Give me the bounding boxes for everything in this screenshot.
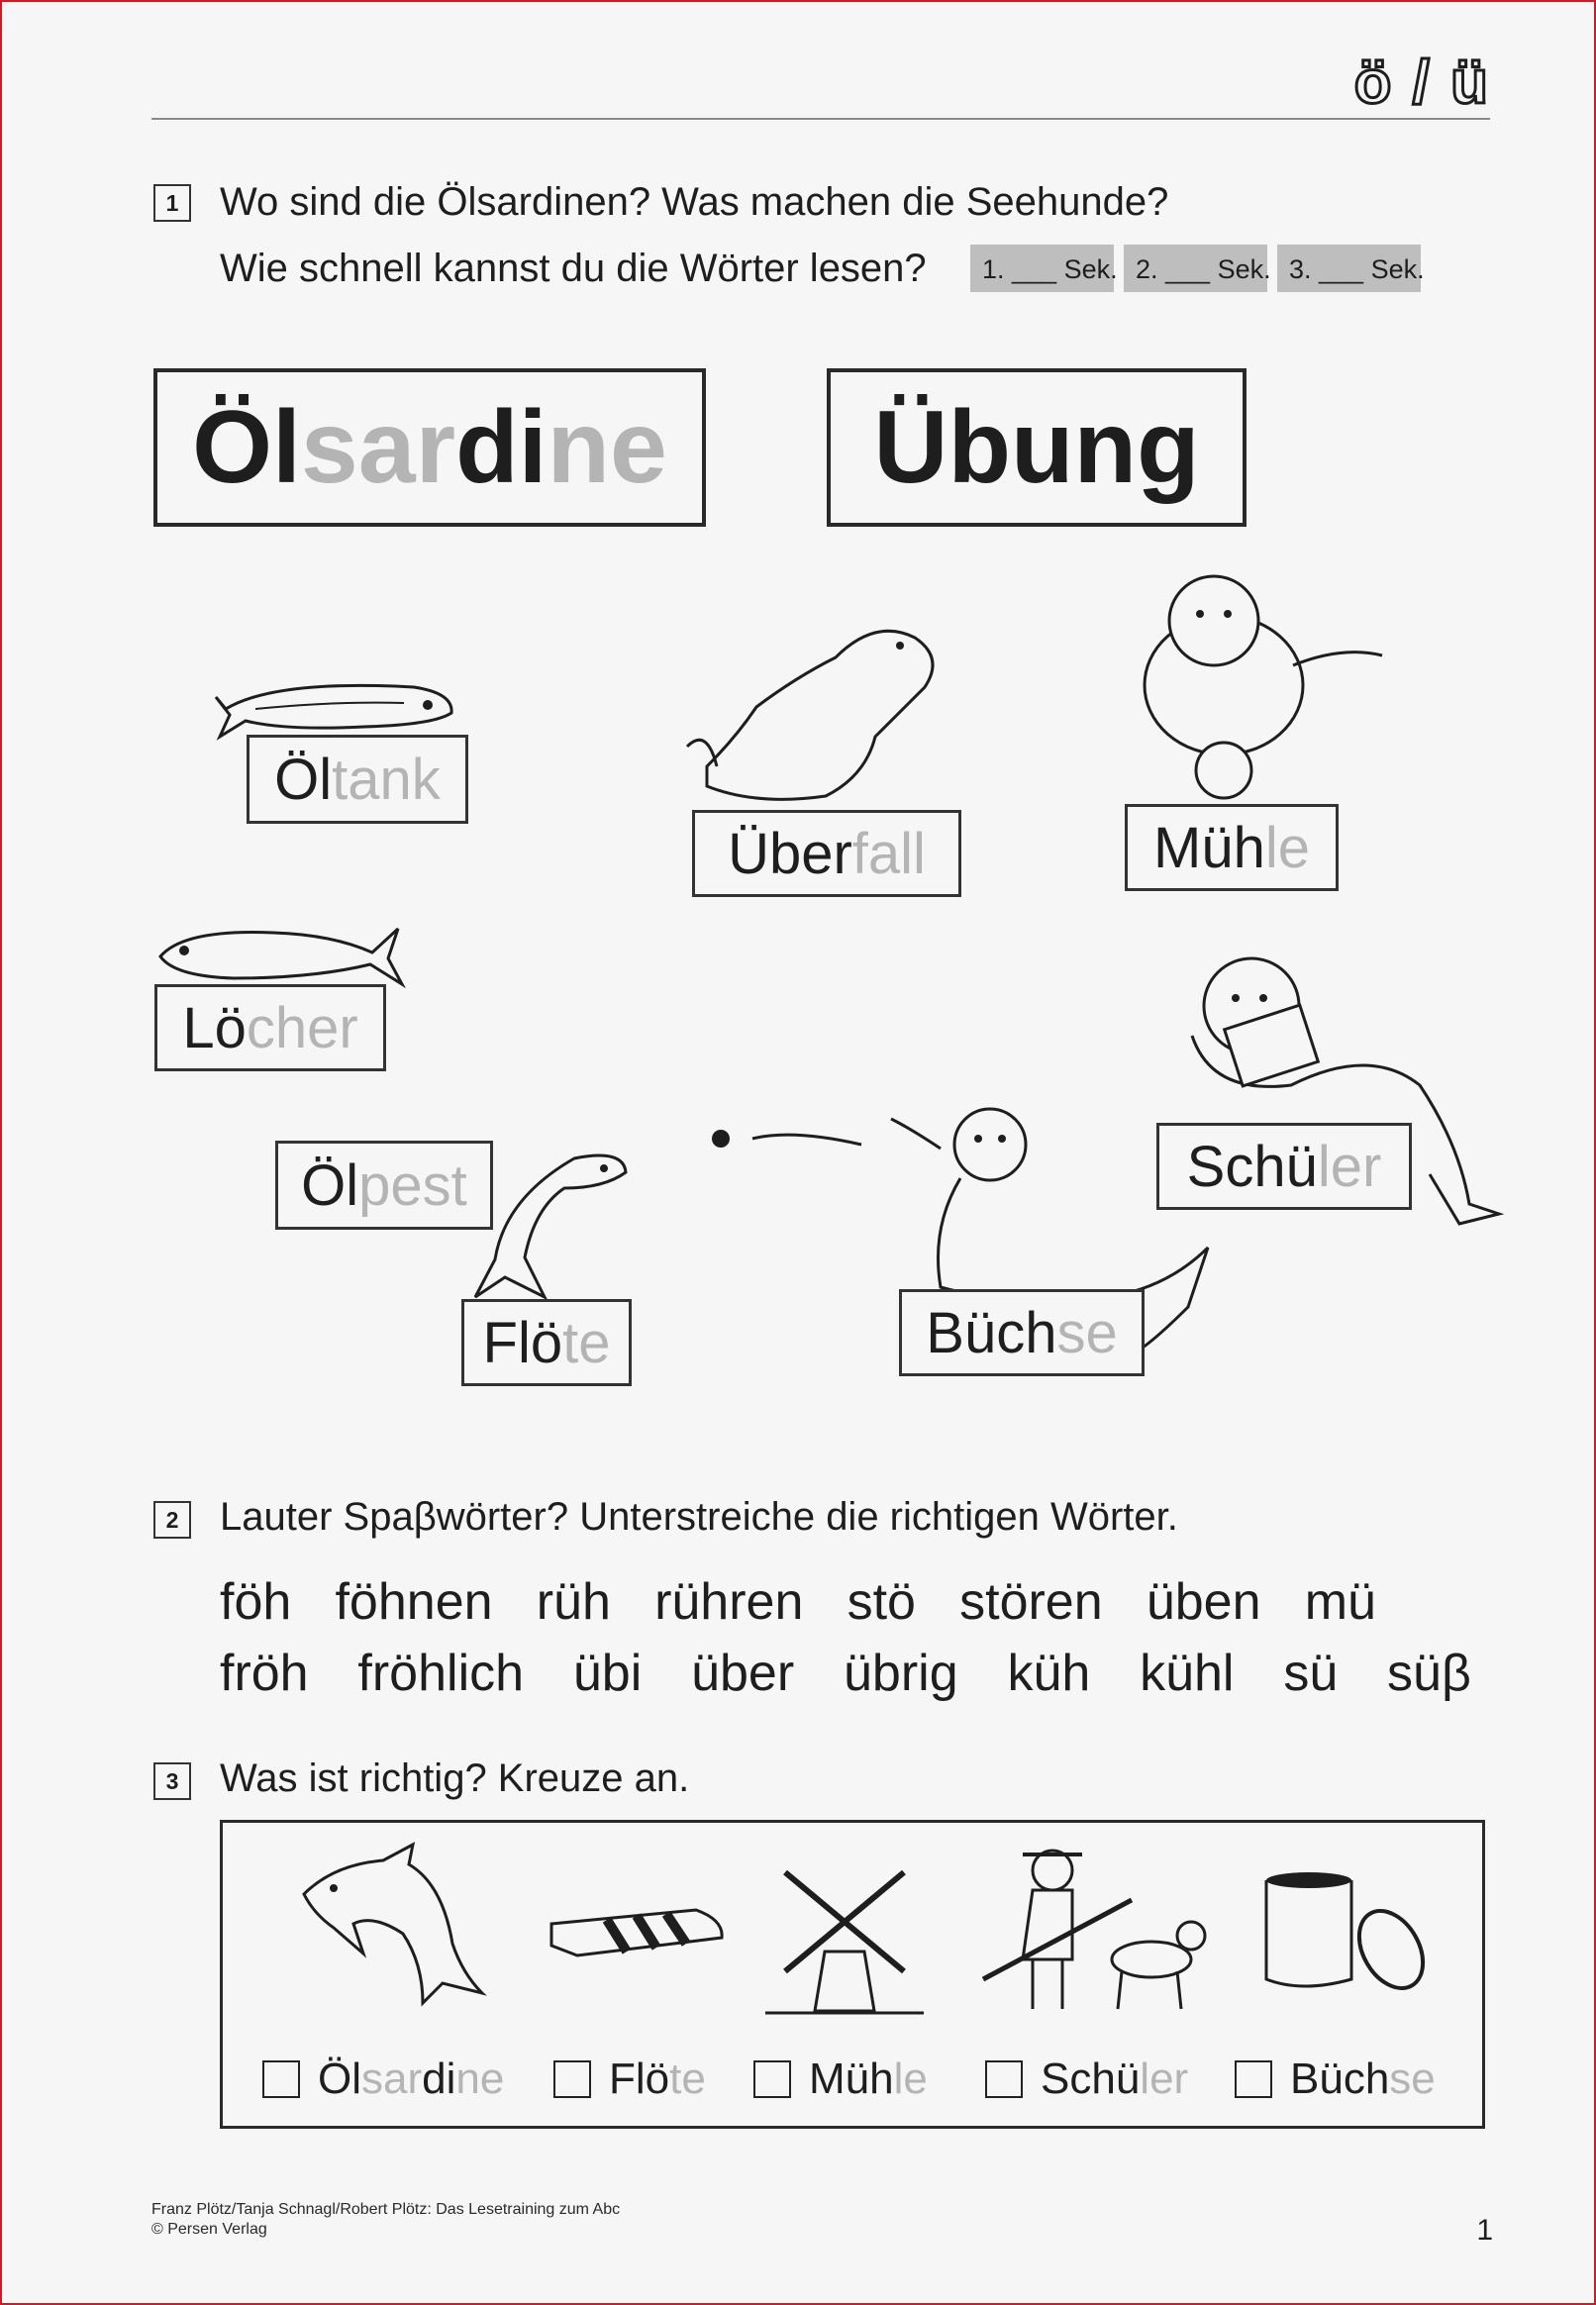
word-uberfall: [692, 810, 961, 897]
olsardine-part2: sar: [300, 389, 456, 505]
muhle-dark: Müh: [1153, 815, 1265, 880]
word-muhle: [1125, 804, 1339, 891]
word-schuler: [1156, 1123, 1412, 1210]
task3-instruction: Was ist richtig? Kreuze an.: [220, 1756, 690, 1800]
uberfall-dark: Über: [728, 821, 852, 886]
word-su[interactable]: sü: [1283, 1645, 1339, 1702]
opt-schuler-dark: Schü: [1041, 2054, 1141, 2103]
checkbox-muhle[interactable]: [753, 2060, 791, 2098]
choice-box: [220, 1820, 1485, 2129]
checkbox-flote[interactable]: [553, 2060, 591, 2098]
olpest-light: pest: [358, 1152, 467, 1218]
schuler-dark: Schü: [1186, 1134, 1318, 1199]
task3-number: 3: [153, 1762, 191, 1800]
option-muhle[interactable]: [753, 2054, 928, 2104]
word-uber[interactable]: über: [691, 1645, 795, 1702]
big-word-ubung: [827, 368, 1247, 527]
opt-muhle-light: le: [893, 2054, 928, 2103]
sardine-can-icon: [548, 1904, 726, 1963]
opt-buchse-light: se: [1389, 2054, 1436, 2103]
word-fohnen[interactable]: föhnen: [335, 1573, 493, 1631]
word-storen[interactable]: stören: [959, 1573, 1103, 1631]
opt-flote-light: te: [669, 2054, 706, 2103]
olsardine-part3: di: [455, 389, 548, 505]
muhle-light: le: [1264, 815, 1310, 880]
windmill-icon: [765, 1853, 924, 2021]
footer-authors: Franz Plötz/Tanja Schnagl/Robert Plötz: Das Lesetraining zum Abc: [151, 2201, 621, 2218]
word-ruh[interactable]: rüh: [536, 1573, 611, 1631]
word-kuh[interactable]: küh: [1007, 1645, 1091, 1702]
locher-light: cher: [246, 995, 358, 1060]
word-flote: [461, 1299, 632, 1386]
footer-publisher: © Persen Verlag: [151, 2221, 267, 2238]
checkbox-buchse[interactable]: [1235, 2060, 1272, 2098]
timer-row: [970, 245, 1425, 292]
option-olsardine[interactable]: [262, 2054, 504, 2104]
header-divider: [151, 118, 1490, 120]
opt-olsardine-p3: di: [422, 2054, 456, 2103]
opt-buchse-dark: Büch: [1290, 2054, 1390, 2103]
uberfall-light: fall: [851, 821, 926, 886]
buchse-light: se: [1056, 1300, 1118, 1365]
word-ruhren[interactable]: rühren: [654, 1573, 804, 1631]
opt-muhle-dark: Müh: [809, 2054, 894, 2103]
word-ubi[interactable]: übi: [572, 1645, 643, 1702]
olsardine-part4: ne: [547, 389, 667, 505]
task1-number: 1: [153, 184, 191, 222]
flote-light: te: [562, 1310, 611, 1375]
word-suss[interactable]: süβ: [1387, 1645, 1471, 1702]
footer-credits: [151, 2200, 620, 2240]
flote-dark: Flö: [482, 1310, 563, 1375]
word-frohlich[interactable]: fröhlich: [357, 1645, 525, 1702]
checkbox-schuler[interactable]: [985, 2060, 1023, 2098]
task2-instruction: Lauter Spaβwörter? Unterstreiche die richtigen Wörter.: [220, 1495, 1178, 1539]
seal-illustration-2: [1125, 566, 1392, 804]
word-oltank: [247, 735, 468, 824]
timer-3[interactable]: 3. ___ Sek.: [1277, 245, 1421, 292]
word-kuhl[interactable]: kühl: [1140, 1645, 1235, 1702]
schuler-light: ler: [1317, 1134, 1382, 1199]
opt-olsardine-p2: sar: [361, 2054, 423, 2103]
oltank-light: tank: [332, 747, 441, 812]
big-word-olsardine: [153, 368, 706, 527]
olsardine-part1: Öl: [192, 389, 301, 505]
buchse-dark: Büch: [926, 1300, 1057, 1365]
option-schuler[interactable]: [985, 2054, 1188, 2104]
word-uben[interactable]: üben: [1146, 1573, 1261, 1631]
opt-flote-dark: Flö: [609, 2054, 670, 2103]
word-ubrig[interactable]: übrig: [843, 1645, 958, 1702]
checkbox-olsardine[interactable]: [262, 2060, 300, 2098]
olpest-dark: Öl: [301, 1152, 359, 1218]
dolphin-icon: [294, 1845, 492, 2013]
tin-can-icon: [1262, 1870, 1431, 1999]
word-mu[interactable]: mü: [1304, 1573, 1376, 1631]
word-foh[interactable]: föh: [220, 1573, 292, 1631]
opt-schuler-light: ler: [1140, 2054, 1189, 2103]
task1-line2: Wie schnell kannst du die Wörter lesen?: [220, 247, 927, 290]
word-froh[interactable]: fröh: [220, 1645, 309, 1702]
hunter-with-dog-icon: [983, 1841, 1211, 2019]
word-row-1: [220, 1572, 1376, 1632]
opt-olsardine-p1: Öl: [318, 2054, 361, 2103]
seal-illustration-1: [677, 598, 974, 816]
word-buchse: [899, 1289, 1145, 1376]
page-number: 1: [1476, 2214, 1493, 2247]
word-olpest: [275, 1141, 493, 1230]
ubung-text: Übung: [873, 389, 1200, 505]
option-flote[interactable]: [553, 2054, 706, 2104]
word-locher: [154, 984, 386, 1071]
word-row-2: [220, 1644, 1471, 1703]
task2-number: 2: [153, 1501, 191, 1539]
header-title: ö / ü: [1353, 49, 1490, 117]
option-buchse[interactable]: [1235, 2054, 1436, 2104]
task1-line1: Wo sind die Ölsardinen? Was machen die Seehunde?: [220, 180, 1169, 224]
oltank-dark: Öl: [274, 747, 333, 812]
timer-1[interactable]: 1. ___ Sek.: [970, 245, 1114, 292]
timer-2[interactable]: 2. ___ Sek.: [1124, 245, 1267, 292]
opt-olsardine-p4: ne: [455, 2054, 505, 2103]
word-sto[interactable]: stö: [847, 1573, 916, 1631]
locher-dark: Lö: [182, 995, 247, 1060]
